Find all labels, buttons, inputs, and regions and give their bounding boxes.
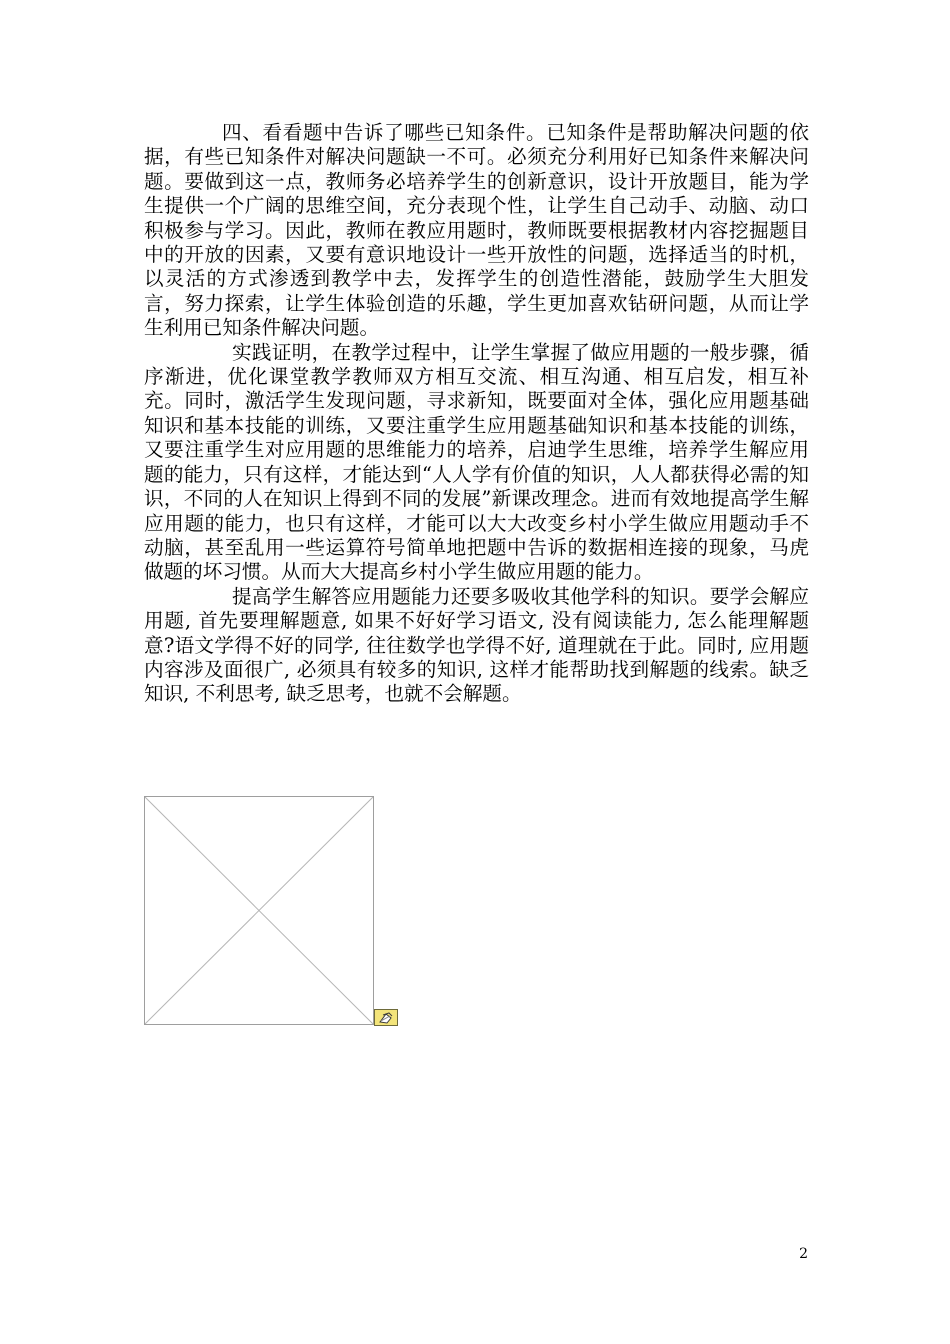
broken-image-icon xyxy=(374,1009,398,1026)
paragraph-practice-proves: 实践证明，在教学过程中，让学生掌握了做应用题的一般步骤，循序渐进，优化课堂教学教师双方相互交流、相互沟通、相互启发，相互补充。同时，激活学生发现问题，寻求新知，既要面对全体，强化应用题基础知识和基本技能的训练，又要注重学生应用题基础知识和基本技能的训练，又要注重学生对应用题的思维能力的培养，启迪学生思维，培养学生解应用题的能力，只有这样，才能达到“人人学有价值的知识，人人都获得必需的知识，不同的人在知识上得到不同的发展”新课改理念。进而有效地提高学生解应用题的能力，也只有这样，才能可以大大改变乡村小学生做应用题动手不动脑，甚至乱用一些运算符号简单地把题中告诉的数据相连接的现象，马虎做题的坏习惯。从而大大提高乡村小学生做应用题的能力。 xyxy=(144,340,809,584)
paragraph-other-subjects: 提高学生解答应用题能力还要多吸收其他学科的知识。要学会解应用题, 首先要理解题意, 如果不好好学习语文, 没有阅读能力, 怎么能理解题意?语文学得不好的同学, 往往数学也学得不好, 道理就在于此。同时, 应用题内容涉及面很广, 必须具有较多的知识, 这样才能帮助找到解题的线索。缺乏知识, 不利思考, 缺乏思考，也就不会解题。 xyxy=(144,584,809,706)
paragraph-known-conditions: 四、看看题中告诉了哪些已知条件。已知条件是帮助解决问题的依据，有些已知条件对解决问题缺一不可。必须充分利用好已知条件来解决问题。要做到这一点，教师务必培养学生的创新意识，设计开放题目，能为学生提供一个广阔的思维空间，充分表现个性，让学生自己动手、动脑、动口积极参与学习。因此，教师在教应用题时，教师既要根据教材内容挖掘题目中的开放的因素，又要有意识地设计一些开放性的问题，选择适当的时机，以灵活的方式渗透到教学中去，发挥学生的创造性潜能，鼓励学生大胆发言，努力探索，让学生体验创造的乐趣，学生更加喜欢钻研问题，从而让学生利用已知条件解决问题。 xyxy=(144,121,809,340)
placeholder-cross-icon xyxy=(145,797,373,1024)
body-text xyxy=(144,121,809,707)
missing-image-placeholder xyxy=(144,796,374,1025)
page-number: 2 xyxy=(799,1246,808,1262)
